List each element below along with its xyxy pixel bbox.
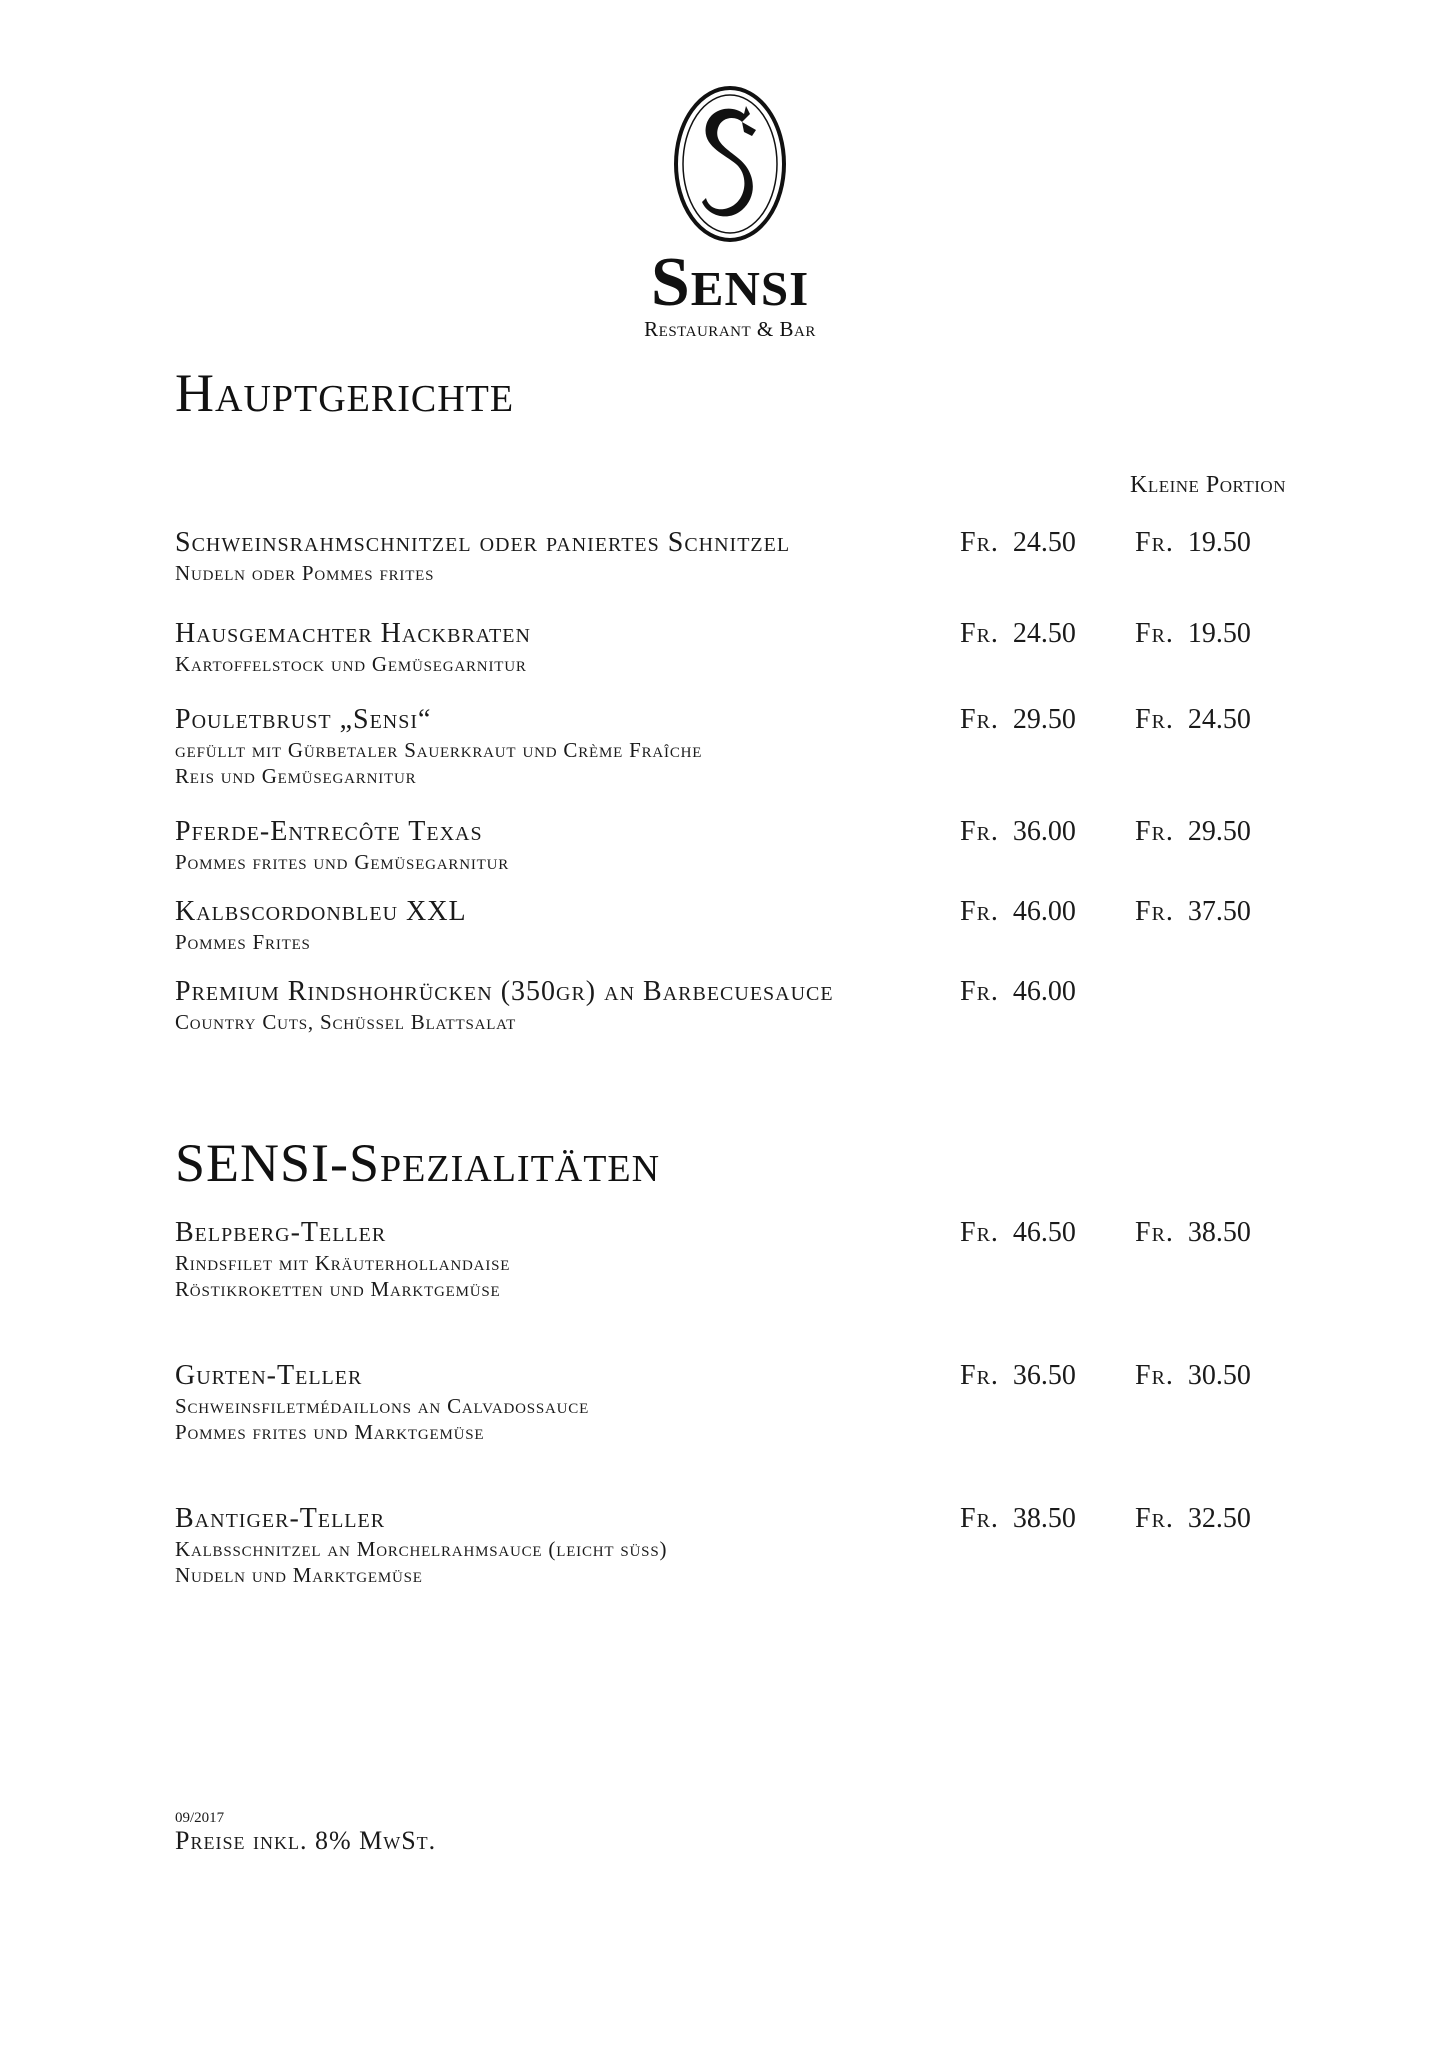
menu-item-price-small: Fr. 38.50 (1135, 1217, 1251, 1248)
menu-item-name: Belpberg-Teller (175, 1217, 387, 1248)
menu-item-description: Schweinsfiletmédaillons an Calvadossauce (175, 1394, 590, 1418)
menu-item-price: Fr. 24.50 (960, 527, 1076, 558)
menu-item-price: Fr. 38.50 (960, 1503, 1076, 1534)
menu-item-price-small: Fr. 29.50 (1135, 816, 1251, 847)
menu-item-description: Kalbsschnitzel an Morchelrahmsauce (leicht süss) (175, 1537, 668, 1561)
column-header-small-portion: Kleine Portion (1130, 472, 1286, 498)
menu-item-name: Pouletbrust „Sensi“ (175, 704, 432, 735)
menu-item-name: Gurten-Teller (175, 1360, 363, 1391)
menu-item-name: Hausgemachter Hackbraten (175, 618, 531, 649)
menu-item-price-small: Fr. 37.50 (1135, 896, 1251, 927)
menu-item-description: Pommes frites und Gemüsegarnitur (175, 850, 510, 874)
menu-item-description: Kartoffelstock und Gemüsegarnitur (175, 652, 527, 676)
menu-item-description: Pommes Frites (175, 930, 311, 954)
menu-item (175, 526, 1335, 586)
brand-logo (640, 84, 820, 352)
menu-item-name: Bantiger-Teller (175, 1503, 386, 1534)
menu-item-price: Fr. 36.50 (960, 1360, 1076, 1391)
menu-item-name: Kalbscordonbleu XXL (175, 896, 467, 927)
menu-item (175, 895, 1335, 955)
brand-name: Sensi (650, 244, 810, 321)
menu-item-price: Fr. 46.00 (960, 976, 1076, 1007)
menu-item-description: Nudeln und Marktgemüse (175, 1563, 423, 1587)
menu-item-price-small: Fr. 32.50 (1135, 1503, 1251, 1534)
horse-head-s-emblem-icon (672, 84, 788, 244)
menu-item (175, 815, 1335, 875)
menu-item (175, 1216, 1335, 1302)
menu-item-name: Schweinsrahmschnitzel oder paniertes Schnitzel (175, 527, 791, 558)
menu-item-name: Premium Rindshohrücken (350gr) an Barbecuesauce (175, 976, 834, 1007)
section-title-specialties: SENSI-Spezialitäten (175, 1133, 661, 1193)
menu-item-name: Pferde-Entrecôte Texas (175, 816, 483, 847)
brand-subtitle: Restaurant & Bar (644, 317, 816, 341)
menu-item-description: Rindsfilet mit Kräuterhollandaise (175, 1251, 511, 1275)
menu-item-description: Country Cuts, Schüssel Blattsalat (175, 1010, 517, 1034)
menu-item-description: Pommes frites und Marktgemüse (175, 1420, 485, 1444)
menu-item (175, 1502, 1335, 1588)
menu-item (175, 617, 1335, 677)
menu-item (175, 975, 1335, 1035)
menu-item-description: Reis und Gemüsegarnitur (175, 764, 417, 788)
menu-item-price: Fr. 46.50 (960, 1217, 1076, 1248)
menu-item-price: Fr. 29.50 (960, 704, 1076, 735)
menu-item (175, 703, 1335, 789)
footer-date: 09/2017 (175, 1810, 225, 1826)
menu-item-price: Fr. 36.00 (960, 816, 1076, 847)
menu-item-price-small: Fr. 19.50 (1135, 527, 1251, 558)
footer-vat-note: Preise inkl. 8% MwSt. (175, 1826, 437, 1855)
menu-item-price-small: Fr. 30.50 (1135, 1360, 1251, 1391)
menu-item-price-small: Fr. 24.50 (1135, 704, 1251, 735)
section-title-main-dishes: Hauptgerichte (175, 363, 515, 423)
menu-item-price: Fr. 24.50 (960, 618, 1076, 649)
menu-item (175, 1359, 1335, 1445)
menu-item-price: Fr. 46.00 (960, 896, 1076, 927)
menu-item-description: Röstikroketten und Marktgemüse (175, 1277, 501, 1301)
menu-item-description: gefüllt mit Gürbetaler Sauerkraut und Crème Fraîche (175, 738, 703, 762)
menu-item-description: Nudeln oder Pommes frites (175, 561, 435, 585)
menu-item-price-small: Fr. 19.50 (1135, 618, 1251, 649)
